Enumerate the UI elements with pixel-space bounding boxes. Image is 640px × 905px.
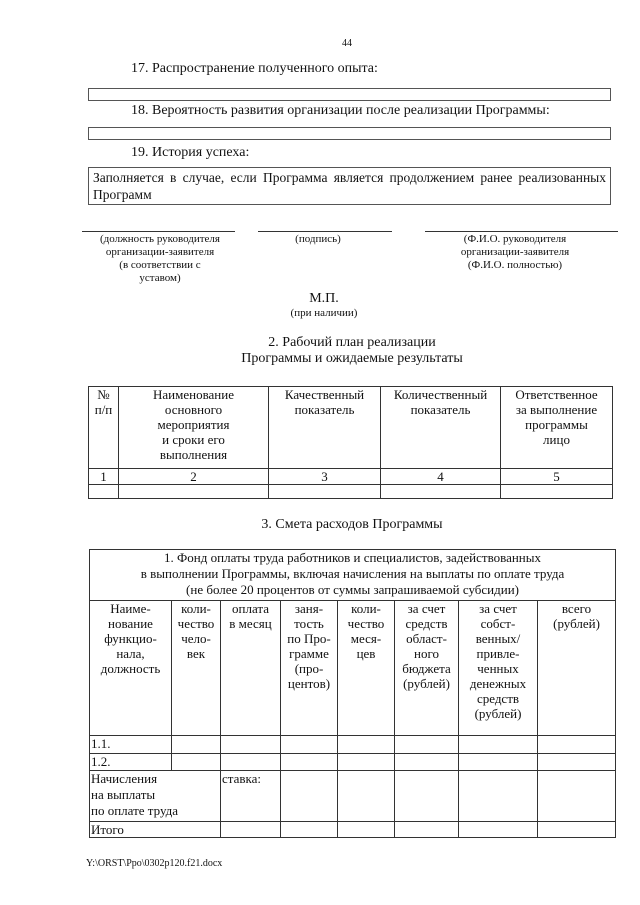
total-label: Итого	[90, 822, 221, 838]
plan-title-line2: Программы и ожидаемые результаты	[241, 351, 463, 366]
table-cell[interactable]	[338, 771, 395, 822]
table-cell[interactable]	[221, 736, 281, 754]
table-cell[interactable]	[221, 822, 281, 838]
header-people: коли- чество чело- век	[172, 601, 221, 736]
col-number: 4	[381, 469, 501, 485]
col-number: 2	[119, 469, 269, 485]
section-17-field[interactable]	[88, 88, 611, 101]
section-17-heading: 17. Распространение полученного опыта:	[131, 61, 378, 76]
col-number: 5	[501, 469, 613, 485]
stamp-label: М.П.	[309, 291, 339, 306]
header-total: всего (рублей)	[538, 601, 616, 736]
header-responsible: Ответственное за выполнение программы лицо	[501, 387, 613, 469]
name-line	[425, 231, 618, 232]
plan-title-line1: 2. Рабочий план реализации	[268, 335, 436, 350]
section-19-field[interactable]	[88, 167, 611, 205]
table-cell[interactable]	[269, 485, 381, 499]
table-cell[interactable]	[89, 485, 119, 499]
table-cell[interactable]	[459, 754, 538, 771]
table-cell[interactable]	[172, 754, 221, 771]
section-19-note: Заполняется в случае, если Программа является продолжением ранее реализованных Программ	[93, 170, 606, 202]
header-employment: заня- тость по Про- грамме (про- центов)	[281, 601, 338, 736]
table-cell[interactable]	[281, 771, 338, 822]
table-cell[interactable]	[281, 736, 338, 754]
table-cell[interactable]	[538, 736, 616, 754]
header-function: Наиме- нование функцио- нала, должность	[90, 601, 172, 736]
header-monthly-pay: оплата в месяц	[221, 601, 281, 736]
table-cell[interactable]	[395, 771, 459, 822]
signature-line	[258, 231, 392, 232]
table-cell[interactable]	[395, 822, 459, 838]
rate-label: ставка:	[221, 771, 281, 822]
table-cell[interactable]	[538, 822, 616, 838]
name-caption: (Ф.И.О. руководителя организации-заявителя (Ф.И.О. полностью)	[460, 233, 570, 271]
section-18-heading: 18. Вероятность развития организации после реализации Программы:	[131, 103, 550, 118]
header-number: № п/п	[89, 387, 119, 469]
header-regional-budget: за счет средств област- ного бюджета (рублей)	[395, 601, 459, 736]
table-cell[interactable]	[459, 736, 538, 754]
budget-table	[89, 549, 616, 838]
position-line	[82, 231, 235, 232]
table-cell[interactable]	[338, 754, 395, 771]
row-label: 1.2.	[90, 754, 172, 771]
header-quantitative: Количественный показатель	[381, 387, 501, 469]
col-number: 3	[269, 469, 381, 485]
file-path-footer: Y:\ORST\Ppo\0302p120.f21.docx	[86, 858, 223, 869]
table-cell[interactable]	[395, 736, 459, 754]
work-plan-table	[88, 386, 613, 499]
page-number: 44	[342, 38, 352, 49]
header-months: коли- чество меся- цев	[338, 601, 395, 736]
stamp-note: (при наличии)	[290, 307, 358, 319]
table-cell[interactable]	[119, 485, 269, 499]
table-cell[interactable]	[381, 485, 501, 499]
table-cell[interactable]	[395, 754, 459, 771]
signature-caption: (подпись)	[295, 233, 341, 245]
table-cell[interactable]	[281, 822, 338, 838]
table-cell[interactable]	[338, 736, 395, 754]
col-number: 1	[89, 469, 119, 485]
table-cell[interactable]	[538, 754, 616, 771]
budget-table-title: 1. Фонд оплаты труда работников и специалистов, задействованных в выполнении Программы, включая начисления на выплаты по оплате труда (не более 20 процентов от суммы запрашиваемой субсидии)	[90, 550, 616, 601]
position-caption: (должность руководителя организации-заявителя (в соответствии с уставом)	[100, 233, 220, 284]
table-cell[interactable]	[459, 771, 538, 822]
table-cell[interactable]	[172, 736, 221, 754]
header-qualitative: Качественный показатель	[269, 387, 381, 469]
table-cell[interactable]	[281, 754, 338, 771]
table-cell[interactable]	[338, 822, 395, 838]
budget-title: 3. Смета расходов Программы	[261, 517, 443, 532]
header-own-funds: за счет собст- венных/ привле- ченных денежных средств (рублей)	[459, 601, 538, 736]
table-cell[interactable]	[501, 485, 613, 499]
table-cell[interactable]	[538, 771, 616, 822]
header-activity: Наименование основного мероприятия и сроки его выполнения	[119, 387, 269, 469]
table-cell[interactable]	[459, 822, 538, 838]
row-label: 1.1.	[90, 736, 172, 754]
accruals-label: Начисления на выплаты по оплате труда	[90, 771, 221, 822]
section-19-heading: 19. История успеха:	[131, 145, 250, 160]
table-cell[interactable]	[221, 754, 281, 771]
section-18-field[interactable]	[88, 127, 611, 140]
